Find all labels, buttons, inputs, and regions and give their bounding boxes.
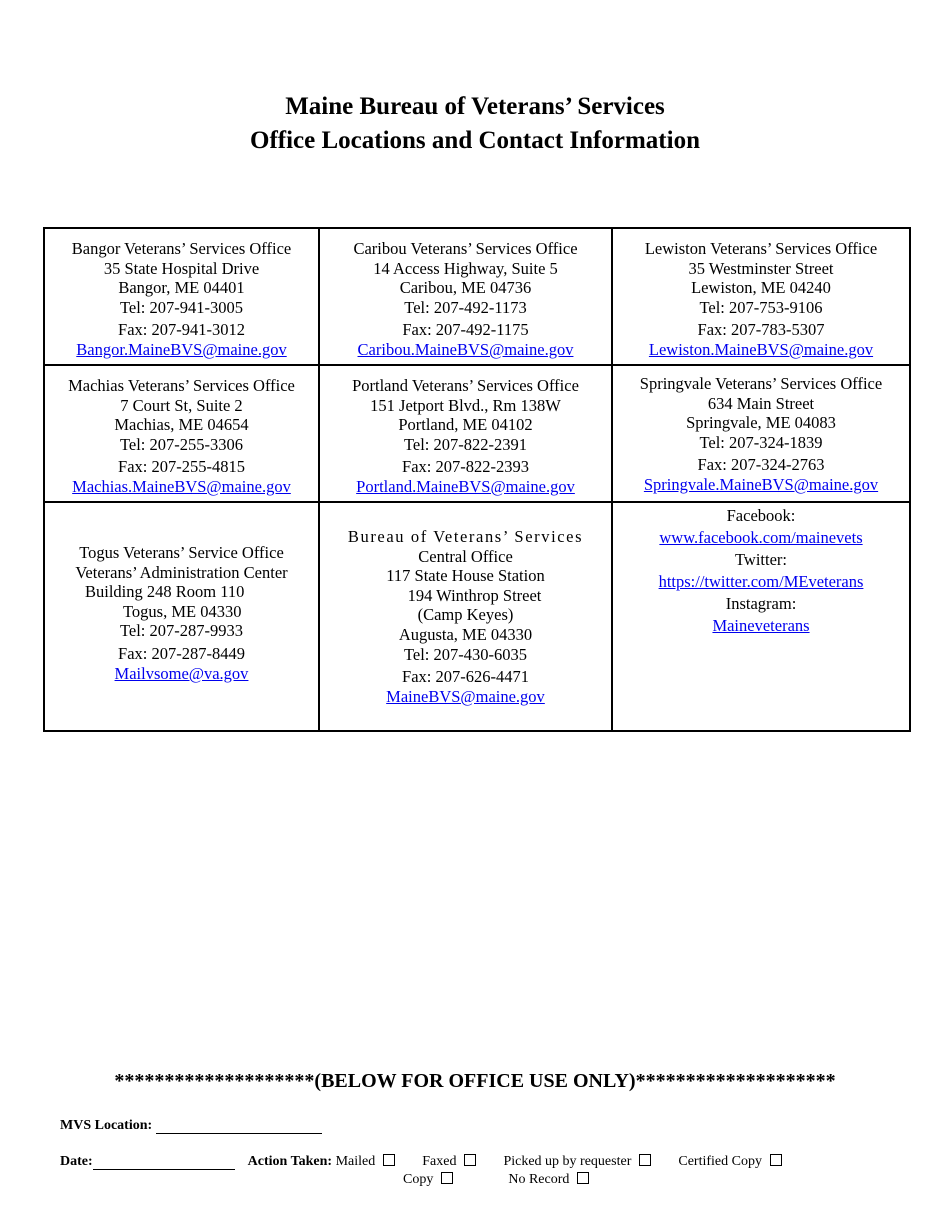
office-city: Augusta, ME 04330	[398, 624, 533, 644]
office-cell-caribou	[320, 229, 613, 366]
office-name: Machias Veterans’ Services Office	[68, 376, 295, 395]
office-email-link[interactable]: Caribou.MaineBVS@maine.gov	[357, 339, 574, 359]
office-city: Machias, ME 04654	[114, 415, 249, 435]
office-city: Lewiston, ME 04240	[691, 278, 831, 298]
office-fax: Fax: 207-941-3012	[118, 320, 245, 340]
office-cell-central	[320, 503, 613, 730]
office-name: Togus Veterans’ Service Office	[79, 543, 284, 562]
action-taken-row-2	[403, 1172, 589, 1188]
twitter-link[interactable]: https://twitter.com/MEveterans	[658, 572, 864, 591]
office-name: Caribou Veterans’ Services Office	[353, 239, 578, 258]
title-line-2: Office Locations and Contact Information	[250, 127, 700, 154]
office-address-note: (Camp Keyes)	[417, 605, 514, 625]
office-fax: Fax: 207-287-8449	[118, 643, 245, 663]
office-name: Bangor Veterans’ Services Office	[71, 239, 292, 258]
office-address: 35 Westminster Street	[688, 258, 834, 278]
office-city: Caribou, ME 04736	[399, 278, 532, 298]
office-subtitle: Central Office	[418, 546, 513, 566]
option-mailed-label: Mailed	[335, 1154, 376, 1169]
date-field[interactable]	[93, 1155, 235, 1170]
office-email-link[interactable]: Portland.MaineBVS@maine.gov	[356, 476, 575, 496]
office-city: Portland, ME 04102	[398, 415, 533, 435]
social-media-cell	[613, 503, 909, 730]
office-fax: Fax: 207-626-4471	[402, 667, 529, 687]
office-cell-springvale	[613, 366, 909, 503]
office-cell-bangor	[45, 229, 320, 366]
picked-up-checkbox[interactable]	[639, 1154, 651, 1166]
facebook-link[interactable]: www.facebook.com/mainevets	[659, 528, 863, 547]
office-address: 117 State House Station	[386, 566, 545, 586]
office-email-link[interactable]: MaineBVS@maine.gov	[386, 686, 545, 706]
office-tel: Tel: 207-941-3005	[119, 297, 244, 317]
office-fax: Fax: 207-822-2393	[402, 457, 529, 477]
office-address: 7 Court St, Suite 2	[120, 395, 243, 415]
office-address-building: Building 248 Room 110	[85, 582, 245, 602]
office-email-link[interactable]: Bangor.MaineBVS@maine.gov	[76, 339, 287, 359]
option-no-record-label: No Record	[508, 1172, 570, 1187]
date-label: Date:	[60, 1154, 93, 1169]
office-tel: Tel: 207-430-6035	[403, 644, 528, 664]
instagram-label: Instagram:	[725, 594, 797, 613]
office-address: 634 Main Street	[707, 393, 815, 413]
office-tel: Tel: 207-324-1839	[699, 432, 823, 452]
office-cell-portland	[320, 366, 613, 503]
option-copy-label: Copy	[403, 1172, 434, 1187]
option-certified-copy-label: Certified Copy	[678, 1154, 762, 1169]
office-city: Springvale, ME 04083	[686, 413, 836, 433]
office-cell-machias	[45, 366, 320, 503]
mvs-location-field[interactable]	[156, 1119, 322, 1134]
office-email-link[interactable]: Springvale.MaineBVS@maine.gov	[643, 474, 879, 494]
office-fax: Fax: 207-255-4815	[118, 457, 245, 477]
title-line-1: Maine Bureau of Veterans’ Services	[285, 93, 665, 120]
office-email-link[interactable]: Mailvsome@va.gov	[114, 663, 249, 683]
office-address: 151 Jetport Blvd., Rm 138W	[370, 395, 561, 415]
no-record-checkbox[interactable]	[577, 1172, 589, 1184]
instagram-link[interactable]: Maineveterans	[712, 616, 810, 635]
office-address: 35 State Hospital Drive	[103, 258, 260, 278]
certified-copy-checkbox[interactable]	[770, 1154, 782, 1166]
twitter-label: Twitter:	[735, 550, 787, 569]
office-name: Lewiston Veterans’ Services Office	[644, 239, 878, 258]
faxed-checkbox[interactable]	[464, 1154, 476, 1166]
office-cell-togus	[45, 503, 320, 730]
office-name: Portland Veterans’ Services Office	[352, 376, 579, 395]
office-email-link[interactable]: Lewiston.MaineBVS@maine.gov	[648, 339, 874, 359]
action-taken-row	[60, 1154, 782, 1170]
mailed-checkbox[interactable]	[383, 1154, 395, 1166]
office-city: Bangor, ME 04401	[118, 278, 245, 298]
office-directory-table	[43, 227, 911, 732]
office-address: Veterans’ Administration Center	[75, 562, 288, 582]
option-picked-up-label: Picked up by requester	[503, 1154, 632, 1169]
office-tel: Tel: 207-255-3306	[119, 434, 244, 454]
office-fax: Fax: 207-492-1175	[402, 320, 529, 340]
mvs-location-label: MVS Location:	[60, 1118, 153, 1133]
office-address: 14 Access Highway, Suite 5	[373, 258, 558, 278]
office-tel: Tel: 207-753-9106	[699, 297, 823, 317]
page-title	[0, 90, 950, 158]
office-use-banner: ********************(BELOW FOR OFFICE USE ONLY)********************	[114, 1070, 836, 1092]
office-email-link[interactable]: Machias.MaineBVS@maine.gov	[72, 476, 291, 496]
office-fax: Fax: 207-324-2763	[697, 455, 825, 475]
copy-checkbox[interactable]	[441, 1172, 453, 1184]
action-taken-label: Action Taken:	[247, 1154, 333, 1169]
office-cell-lewiston	[613, 229, 909, 366]
office-name: Springvale Veterans’ Services Office	[639, 374, 883, 393]
office-name: Bureau of Veterans’ Services	[347, 527, 584, 546]
option-faxed-label: Faxed	[422, 1154, 457, 1169]
office-city: Togus, ME 04330	[123, 601, 242, 621]
facebook-label: Facebook:	[726, 506, 796, 525]
office-tel: Tel: 207-287-9933	[119, 621, 244, 641]
office-tel: Tel: 207-492-1173	[404, 297, 527, 317]
office-fax: Fax: 207-783-5307	[697, 320, 825, 340]
mvs-location-row	[60, 1118, 322, 1134]
office-address-street: 194 Winthrop Street	[407, 585, 542, 605]
office-tel: Tel: 207-822-2391	[403, 434, 528, 454]
